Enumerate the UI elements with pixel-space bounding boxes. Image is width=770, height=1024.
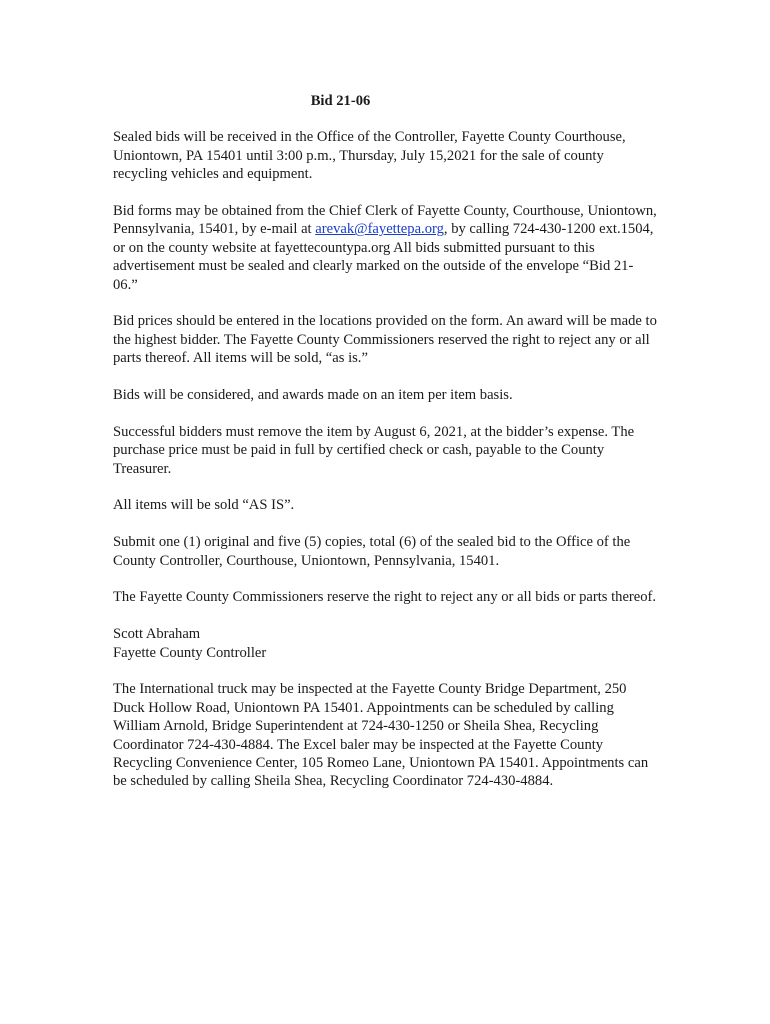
signature-name: Scott Abraham — [113, 626, 201, 643]
paragraph-bid-forms — [113, 202, 658, 294]
bid-forms-text-end: , by calling 724-430-1200 ext.1504, or on the county website at fayettecountypa.org All bids submitted pursuant to this advertisement must be sealed and clearly marked on the outside of the envelope “Bid 21-06.” — [113, 221, 654, 293]
paragraph-as-is: All items will be sold “AS IS”. — [113, 497, 295, 514]
paragraph-sealed-bids: Sealed bids will be received in the Office of the Controller, Fayette County Courthouse, Uniontown, PA 15401 until 3:00 p.m., Thursday, July 15,2021 for the sale of county recycling vehicles and equipment. — [113, 129, 626, 183]
paragraph-reserve-right: The Fayette County Commissioners reserve the right to reject any or all bids or parts thereof. — [113, 589, 657, 606]
document-title: Bid 21-06 — [310, 93, 371, 109]
bid-forms-text-start: Bid forms may be obtained from the Chief Clerk of Fayette County, Courthouse, Uniontown, Pennsylvania, 15401, by e-mail at — [113, 203, 657, 238]
paragraph-submit-copies: Submit one (1) original and five (5) copies, total (6) of the sealed bid to the Office of the County Controller, Courthouse, Uniontown, Pennsylvania, 15401. — [113, 534, 631, 569]
paragraph-item-basis: Bids will be considered, and awards made on an item per item basis. — [113, 387, 513, 404]
paragraph-bid-prices: Bid prices should be entered in the locations provided on the form. An award will be made to the highest bidder. The Fayette County Commissioners reserved the right to reject any or all parts thereof. All items will be sold, “as is.” — [113, 313, 657, 367]
document-page — [113, 92, 658, 809]
email-link[interactable]: arevak@fayettepa.org — [315, 221, 444, 238]
paragraph-successful-bidders: Successful bidders must remove the item by August 6, 2021, at the bidder’s expense. The purchase price must be paid in full by certified check or cash, payable to the County Treasurer. — [113, 423, 635, 477]
paragraph-inspection: The International truck may be inspected at the Fayette County Bridge Department, 250 Duck Hollow Road, Uniontown PA 15401. Appointments can be scheduled by calling William Arnold, Bridge Superintendent at 724-430-1250 or Sheila Shea, Recycling Coordinator 724-430-4884. The Excel baler may be inspected at the Fayette County Recycling Convenience Center, 105 Romeo Lane, Uniontown PA 15401. Appointments can be scheduled by calling Sheila Shea, Recycling Coordinator 724-430-4884. — [113, 681, 649, 790]
signature-title: Fayette County Controller — [113, 644, 267, 661]
signature-block — [113, 625, 658, 662]
